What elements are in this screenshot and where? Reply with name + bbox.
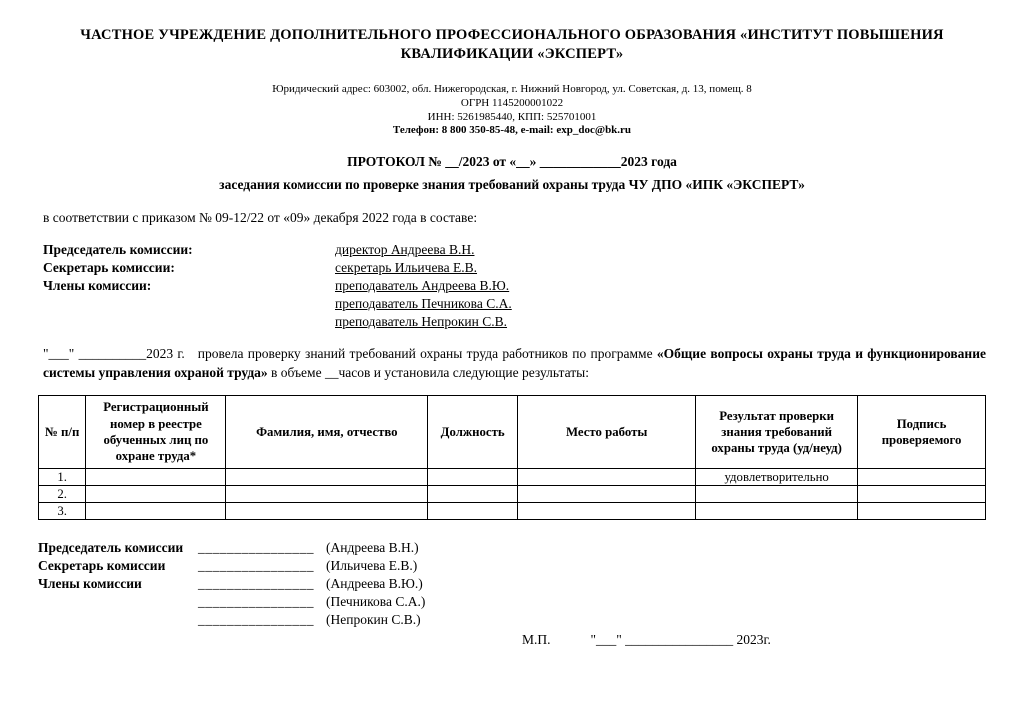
commission-row-member-1	[43, 277, 986, 295]
commission-value: преподаватель Печникова С.А.	[335, 295, 512, 311]
cell-result	[696, 502, 858, 519]
org-inn-kpp-line: ИНН: 5261985440, КПП: 525701001	[427, 110, 597, 123]
col-header-signature: Подпись проверяемого	[858, 396, 986, 469]
commission-block	[43, 241, 986, 331]
stamp-place-label: М.П.	[522, 631, 551, 647]
cell-full-name	[226, 502, 428, 519]
table-header-row	[39, 396, 986, 469]
stamp-and-date-row	[38, 632, 986, 648]
cell-workplace	[518, 485, 696, 502]
commission-row-member-2	[43, 295, 986, 313]
commission-row-chairman	[43, 241, 986, 259]
results-paragraph-program-name: «Общие вопросы охраны труда и функционирование системы управления охраной труда»	[43, 346, 986, 381]
commission-label: Члены комиссии:	[43, 277, 152, 293]
commission-label: Председатель комиссии:	[43, 241, 193, 257]
commission-value: директор Андреева В.Н.	[335, 241, 475, 257]
results-paragraph-part3: в объеме __часов и установила следующие результаты:	[267, 365, 589, 381]
cell-full-name	[226, 485, 428, 502]
cell-reg-number	[86, 485, 226, 502]
signature-name: (Андреева В.Ю.)	[326, 575, 423, 591]
cell-full-name	[226, 468, 428, 485]
commission-label	[43, 313, 335, 331]
cell-reg-number	[86, 502, 226, 519]
cell-num: 2.	[39, 485, 86, 502]
org-address-block	[38, 83, 986, 138]
org-ogrn-line: ОГРН 1145200001022	[460, 96, 564, 109]
commission-value: преподаватель Непрокин С.В.	[335, 313, 508, 329]
signature-blank-line: ________________	[198, 557, 314, 573]
cell-position	[428, 485, 518, 502]
col-header-num: № п/п	[39, 396, 86, 469]
cell-signature	[858, 485, 986, 502]
signature-name: (Непрокин С.В.)	[326, 611, 421, 627]
col-header-result: Результат проверки знания требований охраны труда (уд/неуд)	[696, 396, 858, 469]
cell-signature	[858, 468, 986, 485]
col-header-position: Должность	[428, 396, 518, 469]
signature-blank-line: ________________	[198, 593, 314, 609]
signature-label: Секретарь комиссии	[38, 557, 166, 573]
org-name-heading: ЧАСТНОЕ УЧРЕЖДЕНИЕ ДОПОЛНИТЕЛЬНОГО ПРОФЕССИОНАЛЬНОГО ОБРАЗОВАНИЯ «ИНСТИТУТ ПОВЫШЕНИЯ КВАЛИФИКАЦИИ «ЭКСПЕРТ»	[80, 27, 944, 63]
commission-label: Секретарь комиссии:	[43, 259, 175, 275]
cell-workplace	[518, 468, 696, 485]
protocol-title	[38, 151, 986, 197]
commission-value: преподаватель Андреева В.Ю.	[335, 277, 510, 293]
commission-row-secretary	[43, 259, 986, 277]
signature-row-member-1	[38, 575, 986, 593]
cell-result: удовлетворительно	[696, 468, 858, 485]
signature-blank-line: ________________	[198, 611, 314, 627]
protocol-title-line1: ПРОТОКОЛ № __/2023 от «__» ____________2023 года	[347, 153, 677, 169]
signature-name: (Ильичева Е.В.)	[326, 557, 418, 573]
protocol-title-line2: заседания комиссии по проверке знания требований охраны труда ЧУ ДПО «ИПК «ЭКСПЕРТ»	[219, 176, 805, 192]
signature-blank-line: ________________	[198, 575, 314, 591]
table-row	[39, 485, 986, 502]
signature-label: Председатель комиссии	[38, 539, 184, 555]
commission-row-member-3	[43, 313, 986, 331]
cell-workplace	[518, 502, 696, 519]
commission-label	[43, 295, 335, 313]
commission-value: секретарь Ильичева Е.В.	[335, 259, 478, 275]
cell-num: 3.	[39, 502, 86, 519]
cell-position	[428, 502, 518, 519]
cell-result	[696, 485, 858, 502]
results-paragraph	[43, 344, 986, 382]
org-phone-email-line: Телефон: 8 800 350-85-48, e-mail: exp_doc@bk.ru	[392, 124, 632, 137]
table-row	[39, 468, 986, 485]
results-table	[38, 395, 986, 520]
cell-signature	[858, 502, 986, 519]
signature-label	[38, 593, 198, 611]
cell-position	[428, 468, 518, 485]
signature-name: (Андреева В.Н.)	[326, 539, 419, 555]
signature-label	[38, 611, 198, 629]
date-blank-line: "___" ________________ 2023г.	[590, 631, 771, 647]
col-header-workplace: Место работы	[518, 396, 696, 469]
cell-num: 1.	[39, 468, 86, 485]
signature-blank-line: ________________	[198, 539, 314, 555]
cell-reg-number	[86, 468, 226, 485]
signature-row-secretary	[38, 557, 986, 575]
signature-row-member-2	[38, 593, 986, 611]
intro-text: в соответствии с приказом № 09-12/22 от «09» декабря 2022 года в составе:	[43, 209, 478, 225]
col-header-reg-number: Регистрационный номер в реестре обученных лиц по охране труда*	[86, 396, 226, 469]
signature-row-member-3	[38, 611, 986, 629]
col-header-full-name: Фамилия, имя, отчество	[226, 396, 428, 469]
signature-row-chairman	[38, 539, 986, 557]
org-address-line: Юридический адрес: 603002, обл. Нижегородская, г. Нижний Новгород, ул. Советская, д. 13, помещ. 8	[272, 83, 752, 96]
results-paragraph-part1: "___" __________2023 г. провела проверку знаний требований охраны труда работников по программе	[43, 346, 657, 362]
table-row	[39, 502, 986, 519]
signature-name: (Печникова С.А.)	[326, 593, 426, 609]
signatures-block	[38, 539, 986, 629]
signature-label: Члены комиссии	[38, 575, 142, 591]
